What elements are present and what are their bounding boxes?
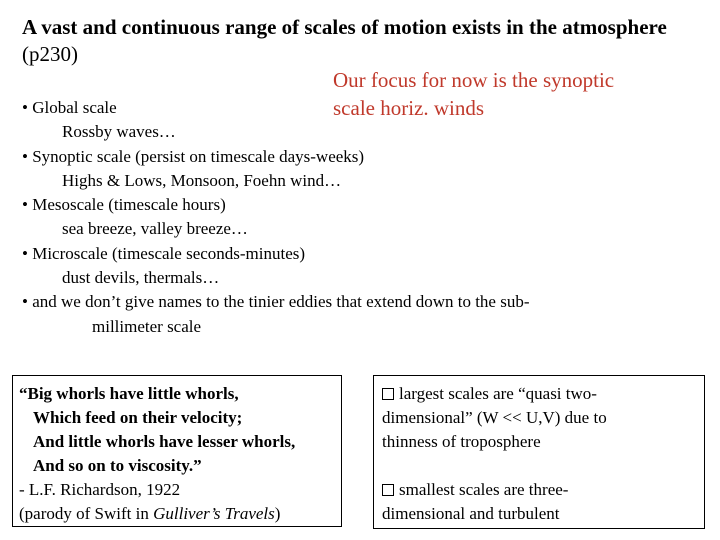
- quote-attribution: - L.F. Richardson, 1922: [19, 480, 181, 499]
- focus-note-line1: Our focus for now is the synoptic: [333, 68, 615, 92]
- example-microscale: dust devils, thermals…: [62, 268, 220, 288]
- title-text: A vast and continuous range of scales of motion exists in the atmosphere: [22, 15, 667, 39]
- bullet-synoptic-scale: • Synoptic scale (persist on timescale days-weeks): [22, 146, 365, 166]
- note-item-largest-scales: [382, 382, 698, 454]
- focus-note-line2: scale horiz. winds: [333, 96, 485, 120]
- bullet-mesoscale: • Mesoscale (timescale hours): [22, 195, 226, 215]
- quote-parody-note: [19, 502, 335, 526]
- quote-line3: And little whorls have lesser whorls,: [33, 432, 296, 451]
- note1-line3: thinness of troposphere: [382, 432, 541, 451]
- bullet-tiny-eddies: • and we don’t give names to the tinier eddies that extend down to the sub-: [22, 292, 530, 312]
- note1-line1: largest scales are “quasi two-: [399, 384, 597, 403]
- note1-line2: dimensional” (W << U,V) due to: [382, 408, 607, 427]
- page-reference: (p230): [22, 42, 78, 66]
- checkbox-bullet-icon: [382, 484, 394, 496]
- parody-work-title: Gulliver’s Travels: [153, 504, 275, 523]
- example-synoptic-scale: Highs & Lows, Monsoon, Foehn wind…: [62, 170, 342, 190]
- quote-line1: “Big whorls have little whorls,: [19, 384, 239, 403]
- quote-line2: Which feed on their velocity;: [33, 408, 243, 427]
- note2-line1: smallest scales are three-: [399, 480, 569, 499]
- example-mesoscale: sea breeze, valley breeze…: [62, 219, 248, 239]
- bullet-global-scale: • Global scale: [22, 98, 117, 117]
- bullet-microscale: • Microscale (timescale seconds-minutes): [22, 243, 306, 263]
- parody-suffix: ): [274, 504, 281, 523]
- scales-bullet-list: [22, 96, 712, 339]
- checkbox-bullet-icon: [382, 388, 394, 400]
- richardson-quote-box: [12, 375, 342, 527]
- quote-line4: And so on to viscosity.”: [33, 456, 202, 475]
- note2-line2: dimensional and turbulent: [382, 504, 560, 523]
- example-global-scale: Rossby waves…: [62, 122, 176, 142]
- scale-notes-box: [373, 375, 705, 529]
- parody-prefix: (parody of Swift in: [19, 504, 154, 523]
- slide-title: [22, 14, 682, 68]
- bullet-tiny-eddies-continued: millimeter scale: [92, 316, 202, 336]
- note-item-smallest-scales: [382, 478, 698, 526]
